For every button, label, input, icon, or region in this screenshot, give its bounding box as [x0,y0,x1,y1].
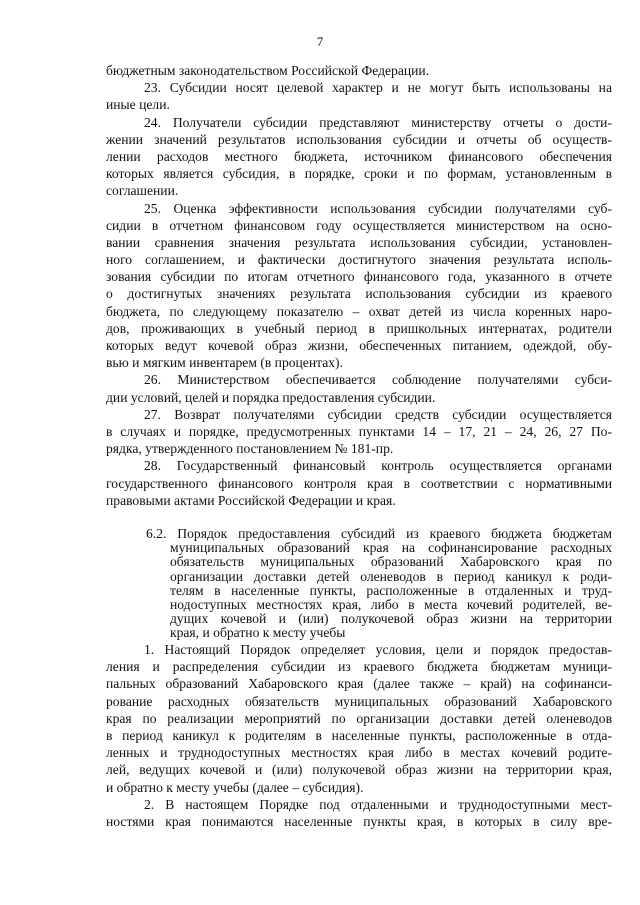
paragraph-28-line: 28. Государственный финансовый контроль осуществляется органами [144,458,612,474]
section-heading-line: организации доставки детей оленеводов в период каникул к роди- [170,568,612,584]
paragraph-1-line: рование расходных обязательств муниципальных образований Хабаровского [106,693,612,709]
paragraph-25-line: вании сравнения значения результата использования субсидии, установлен- [106,234,612,250]
paragraph-1-line: пальных образований Хабаровского края (далее также – край) на софинанси- [106,676,612,692]
paragraph-23-line: иные цели. [106,97,170,113]
paragraph-1-line: ленных и труднодоступных местностях края либо в местах кочевий родите- [106,745,612,761]
paragraph-24-line: жении значений результатов использования субсидии и отчеты об осуществ- [106,131,612,147]
paragraph-27-line: 27. Возврат получателями субсидии средств субсидии осуществляется [144,406,612,422]
section-heading-line: нодоступных местностях края, либо в места кочевий родителей, ве- [170,596,612,612]
paragraph-25-line: зования субсидии по итогам отчетного финансового года, указанного в отчете [106,269,612,285]
paragraph-1-line: и обратно к месту учебы (далее – субсидия). [106,779,364,795]
paragraph-26-line: 26. Министерством обеспечивается соблюдение получателями субси- [144,372,612,388]
top-text-block [106,62,612,509]
section-heading-line: дущих кочевой и (или) полукочевой образ жизни на территории [170,611,612,627]
paragraph-2-line: 2. В настоящем Порядке под отдаленными и труднодоступными мест- [144,796,612,812]
paragraph-25-line: ного соглашением, и фактически достигнутого значения результата исполь- [106,252,612,268]
paragraph-27-line: в случаях и порядке, предусмотренных пунктами 14 – 17, 21 – 24, 26, 27 По- [106,423,612,439]
section-heading-line: телям в населенные пункты, расположенные в отдаленных и труд- [170,582,612,598]
paragraph-continuation-line: бюджетным законодательством Российской Федерации. [106,63,430,78]
paragraph-2-line: ностями края понимаются населенные пункты края, в которых в силу вре- [106,813,612,829]
section-heading-line: края, и обратно к месту учебы [170,625,346,641]
paragraph-1-line: 1. Настоящий Порядок определяет условия, цели и порядок предостав- [144,642,612,657]
paragraph-25-line: о достигнутых значениях результата использования субсидии из краевого [106,286,612,302]
section-heading [146,527,612,641]
paragraph-24-line: соглашении. [106,183,179,199]
paragraph-25-line: вью и мягким инвентарем (в процентах). [106,355,343,371]
paragraph-25-line: которых ведут кочевой образ жизни, обеспеченных питанием, одеждой, обу- [106,338,612,353]
paragraph-25-line: дов, проживающих в учебный период в пришкольных интернатах, родители [106,320,612,336]
paragraph-28-line: государственного финансового контроля края в соответствии с нормативными [106,475,612,491]
paragraph-25-line: 25. Оценка эффективности использования субсидии получателями суб- [144,200,612,216]
paragraph-1-line: в период каникул к родителям в населенные пункты, расположенные в отда- [106,727,612,743]
page-number: 7 [316,34,324,49]
paragraph-26-line: дии условий, целей и порядка предоставления субсидии. [106,389,436,405]
paragraph-1-line: лей, ведущих кочевой и (или) полукочевой образ жизни на территории края, [106,762,612,778]
paragraph-1-line: ления и распределения субсидии из краевого бюджета бюджетам муници- [106,659,612,675]
paragraph-1-line: края по реализации мероприятий по организации доставки детей оленеводов [106,710,612,726]
paragraph-28-line: правовыми актами Российской Федерации и края. [106,492,396,508]
bottom-text-block [106,641,612,830]
paragraph-24-line: 24. Получатели субсидии представляют министерству отчеты о дости- [144,114,612,130]
paragraph-24-line: которых является субсидия, в порядке, сроки и по формам, установленным в [106,166,612,182]
paragraph-24-line: лении расходов местного бюджета, источником финансового обеспечения [106,148,612,164]
section-heading-line: 6.2. Порядок предоставления субсидий из краевого бюджета бюджетам [146,526,612,541]
section-heading-line: муниципальных образований края на софинансирование расходных [170,540,612,556]
paragraph-27-line: рядка, утвержденного постановлением № 181-пр. [106,441,394,457]
paragraph-23-line: 23. Субсидии носят целевой характер и не могут быть использованы на [144,80,612,96]
section-heading-line: обязательств муниципальных образований Хабаровского края по [170,554,612,570]
paragraph-25-line: сидии в отчетном финансовом году осуществляется министерством на осно- [106,217,612,233]
paragraph-25-line: бюджета, по следующему показателю – охват детей из числа коренных наро- [106,303,612,319]
